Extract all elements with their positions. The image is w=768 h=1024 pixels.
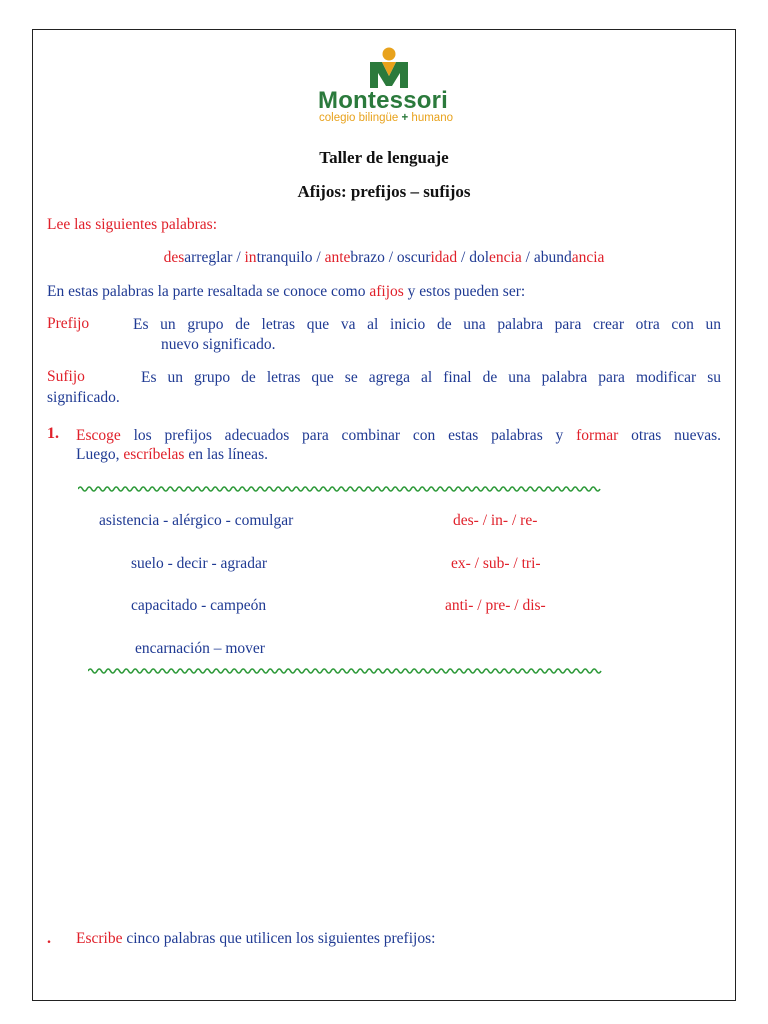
sufijo-definition-line1: Es un grupo de letras que se agrega al final de una palabra para modificar su (141, 369, 721, 386)
exercise1-line2: Luego, escríbelas en las líneas. (76, 446, 268, 463)
page-title: Taller de lenguaje (319, 148, 449, 167)
logo-tagline: colegio bilingüe + humano (319, 112, 453, 124)
exercise2-instruction: Escribe cinco palabras que utilicen los siguientes prefijos: (76, 930, 436, 947)
highlighted-word: desarreglar (163, 249, 233, 266)
highlighted-word: abundancia (533, 249, 605, 266)
highlighted-words-line: desarreglar / intranquilo / antebrazo / oscuridad / dolencia / abundancia (163, 249, 605, 266)
word-group-3: capacitado - campeón (131, 597, 267, 614)
instruction-read-words: Lee las siguientes palabras: (47, 216, 218, 233)
highlighted-word: intranquilo (244, 249, 313, 266)
sufijo-definition-line2: significado. (47, 389, 120, 406)
prefijo-definition-line2: nuevo significado. (161, 336, 276, 353)
prefijo-term: Prefijo (47, 315, 90, 332)
exercise2-number: . (47, 930, 51, 947)
exercise1-number: 1. (47, 425, 59, 442)
prefix-group-2: ex- / sub- / tri- (451, 555, 541, 572)
wavy-divider-top (78, 482, 604, 496)
prefix-group-3: anti- / pre- / dis- (445, 597, 546, 614)
highlighted-word: dolencia (469, 249, 522, 266)
page-subtitle: Afijos: prefijos – sufijos (297, 182, 471, 201)
word-group-1: asistencia - alérgico - comulgar (99, 512, 294, 529)
highlighted-word: antebrazo (324, 249, 385, 266)
prefix-group-1: des- / in- / re- (453, 512, 538, 529)
prefijo-definition-line1: Es un grupo de letras que va al inicio de una palabra para crear otra con un (133, 316, 721, 333)
exercise1-line1: Escoge los prefijos adecuados para combinar con estas palabras y formar otras nuevas. (76, 427, 722, 444)
highlighted-word: oscuridad (396, 249, 458, 266)
word-group-4: encarnación – mover (135, 640, 265, 657)
word-group-2: suelo - decir - agradar (131, 555, 267, 572)
wavy-divider-bottom (88, 664, 610, 678)
sufijo-term: Sufijo (47, 368, 85, 385)
afijos-explanation: En estas palabras la parte resaltada se conoce como afijos y estos pueden ser: (47, 283, 526, 300)
afijos-keyword: afijos (369, 283, 404, 300)
logo-name: Montessori (318, 87, 449, 114)
